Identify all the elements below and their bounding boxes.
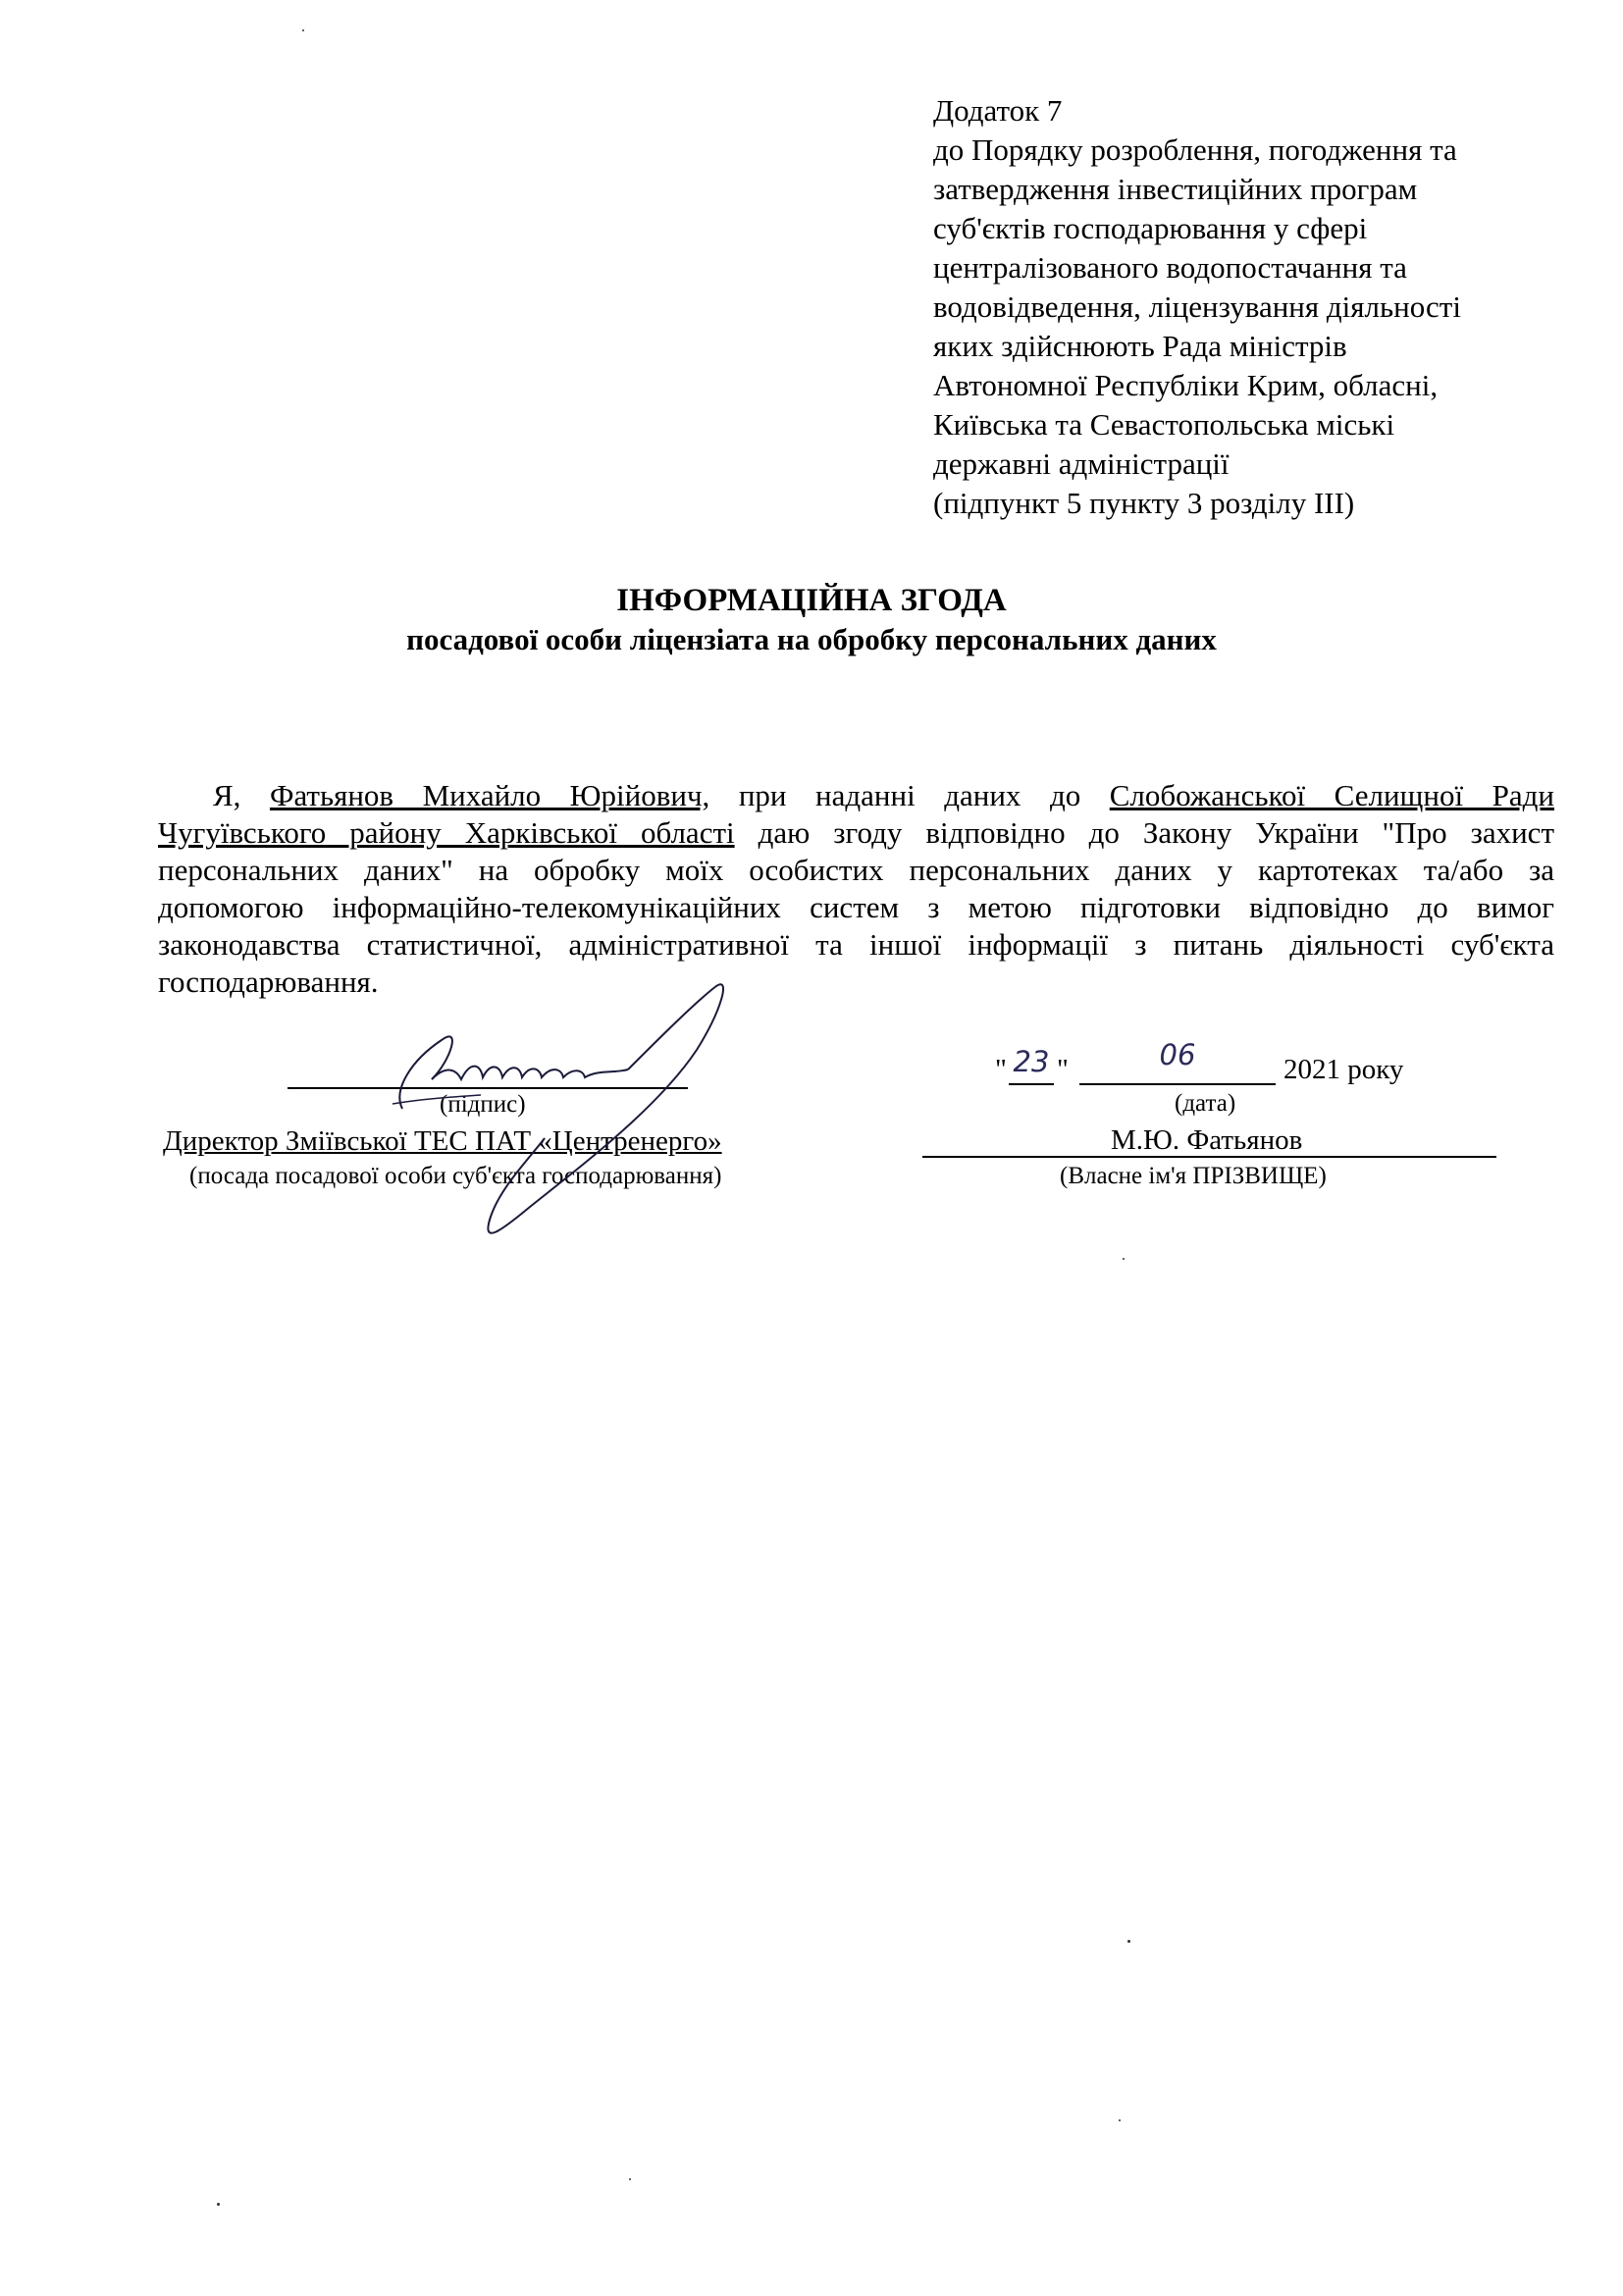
annex-line: (підпункт 5 пункту 3 розділу III) [933, 486, 1355, 520]
document-title-block [0, 581, 1623, 659]
paragraph-line: господарювання. [158, 965, 379, 999]
date-day-line [1009, 1083, 1054, 1085]
date-month-line [1079, 1083, 1276, 1085]
scan-speck [629, 2178, 631, 2180]
organization-underlined: Чугуївського району Харківської області [158, 815, 735, 850]
annex-line: суб'єктів господарювання у сфері [933, 211, 1368, 245]
position-value: Директор Зміївської ТЕС ПАТ «Центренерго» [163, 1125, 722, 1157]
date-open-quote: " [995, 1054, 1007, 1085]
annex-line: затвердження інвестиційних програм [933, 172, 1418, 206]
annex-line: водовідведення, ліцензування діяльності [933, 289, 1461, 324]
text-fragment: Я, [213, 778, 241, 812]
date-month [1079, 1038, 1276, 1071]
consent-paragraph [158, 777, 1554, 1001]
paragraph-line: допомогою інформаційно-телекомунікаційних систем з метою підготовки відповідно до вимог [158, 890, 1554, 924]
person-name-underlined: Фатьянов Михайло Юрійович, [269, 778, 710, 812]
scan-speck [217, 2203, 220, 2206]
paragraph-line [158, 814, 1554, 852]
organization-underlined: Слобожанської Селищної Ради [1109, 778, 1554, 812]
position-caption: (посада посадової особи суб'єкта господарювання) [189, 1163, 722, 1189]
annex-line: до Порядку розроблення, погодження та [933, 132, 1457, 167]
annex-line: Автономної Республіки Крим, обласні, [933, 368, 1439, 402]
scan-speck [1127, 1940, 1130, 1943]
document-title: ІНФОРМАЦІЙНА ЗГОДА [616, 583, 1007, 618]
date-year: 2021 року [1283, 1054, 1404, 1085]
text-fragment: даю згоду відповідно до Закону України "Про захист [758, 815, 1554, 850]
scan-speck [302, 29, 304, 31]
paragraph-line [158, 777, 1554, 814]
date-month-value: 06 [1159, 1038, 1196, 1071]
date-close-quote: " [1057, 1054, 1069, 1085]
name-caption: (Власне ім'я ПРІЗВИЩЕ) [1060, 1163, 1327, 1189]
annex-line: централізованого водопостачання та [933, 250, 1407, 285]
paragraph-line: законодавства статистичної, адміністративної та іншої інформації з питань діяльності суб'єкта [158, 927, 1554, 962]
annex-line: державні адміністрації [933, 446, 1230, 481]
paragraph-line: персональних даних" на обробку моїх особистих персональних даних у картотеках та/або за [158, 853, 1554, 887]
annex-line: яких здійснюють Рада міністрів [933, 329, 1347, 363]
document-subtitle: посадової особи ліцензіата на обробку персональних даних [406, 622, 1217, 656]
date-caption: (дата) [1175, 1090, 1236, 1117]
scan-speck [1119, 2119, 1121, 2121]
handwritten-signature [334, 971, 746, 1256]
signature-caption: (підпис) [440, 1091, 526, 1118]
date-day [1009, 1045, 1054, 1078]
name-value: М.Ю. Фатьянов [1111, 1124, 1303, 1156]
text-fragment: при наданні даних до [738, 778, 1081, 812]
scan-speck [1123, 1258, 1125, 1260]
date-day-value: 23 [1013, 1045, 1050, 1078]
annex-line: Київська та Севастопольська міські [933, 407, 1395, 442]
annex-reference [933, 91, 1561, 523]
annex-line: Додаток 7 [933, 93, 1063, 128]
